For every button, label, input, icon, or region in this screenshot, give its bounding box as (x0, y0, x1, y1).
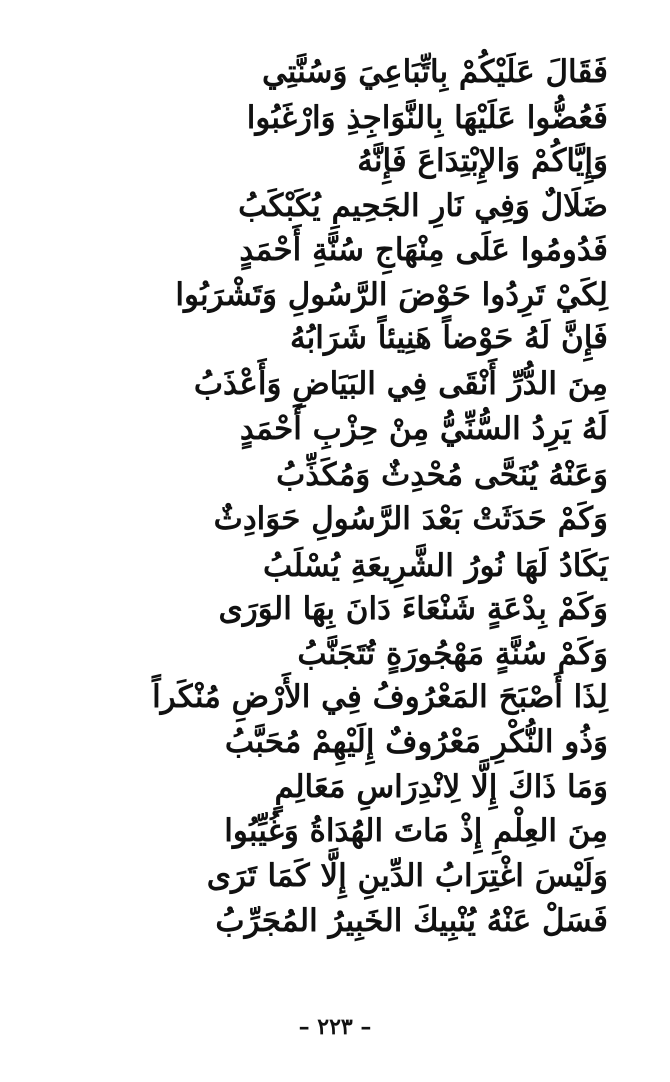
page-number: – ٢٢٣ – (298, 1014, 372, 1040)
verse-6-first-hemistich: وَكَمْ حَدَثَتْ بَعْدَ الرَّسُولِ حَوَادِثٌ (213, 501, 608, 537)
verse-3-second-hemistich: لِكَيْ تَرِدُوا حَوْضَ الرَّسُولِ وَتَشْرَبُوا (175, 277, 608, 313)
verse-5-second-hemistich: وَعَنْهُ يُنَحَّى مُحْدِثٌ وَمُكَذِّبُ (276, 457, 608, 493)
verse-8-second-hemistich: وَذُو النُّكْرِ مَعْرُوفٌ إِلَيْهِمْ مُحَبَّبُ (224, 724, 608, 760)
verse-3-first-hemistich: فَدُومُوا عَلَى مِنْهَاجِ سُنَّةِ أَحْمَدٍ (239, 232, 608, 268)
verse-10-first-hemistich: وَلَيْسَ اغْتِرَابُ الدِّينِ إِلَّا كَمَا تَرَى (206, 858, 608, 894)
verse-4-first-hemistich: فَإِنَّ لَهُ حَوْضاً هَنِيئاً شَرَابُهُ (289, 320, 608, 356)
verse-2-first-hemistich: وَإِيَّاكُمْ وَالإِبْتِدَاعَ فَإِنَّهُ (357, 143, 608, 179)
verse-1-first-hemistich: فَقَالَ عَلَيْكُمْ بِاتِّبَاعِيَ وَسُنَّتِي (261, 54, 608, 90)
verse-9-second-hemistich: مِنَ العِلْمِ إِذْ مَاتَ الهُدَاةُ وَغُيِّبُوا (224, 813, 608, 849)
verse-5-first-hemistich: لَهُ يَرِدُ السُّنِّيُّ مِنْ حِزْبِ أَحْمَدٍ (239, 411, 608, 447)
verse-2-second-hemistich: ضَلَالٌ وَفِي نَارِ الجَحِيمِ يُكَبْكَبُ (238, 188, 608, 224)
verse-7-second-hemistich: وَكَمْ سُنَّةٍ مَهْجُورَةٍ تُتَجَنَّبُ (297, 636, 608, 672)
verse-1-second-hemistich: فَعُضُّوا عَلَيْهَا بِالنَّوَاجِذِ وَارْغَبُوا (246, 100, 608, 136)
verse-6-second-hemistich: يَكَادُ لَهَا نُورُ الشَّرِيعَةِ يُسْلَبُ (263, 548, 608, 584)
verse-10-second-hemistich: فَسَلْ عَنْهُ يُنْبِيكَ الخَبِيرُ المُجَرِّبُ (215, 903, 608, 939)
verse-4-second-hemistich: مِنَ الدُّرِّ أَنْقَى فِي البَيَاضِ وَأَعْذَبُ (193, 366, 608, 402)
verse-8-first-hemistich: لِذَا أَصْبَحَ المَعْرُوفُ فِي الأَرْضِ مُنْكَراً (152, 679, 608, 715)
verse-9-first-hemistich: وَمَا ذَاكَ إِلَّا لِانْدِرَاسِ مَعَالِمٍ (274, 769, 608, 805)
verse-7-first-hemistich: وَكَمْ بِدْعَةٍ شَنْعَاءَ دَانَ بِهَا الوَرَى (218, 591, 608, 627)
